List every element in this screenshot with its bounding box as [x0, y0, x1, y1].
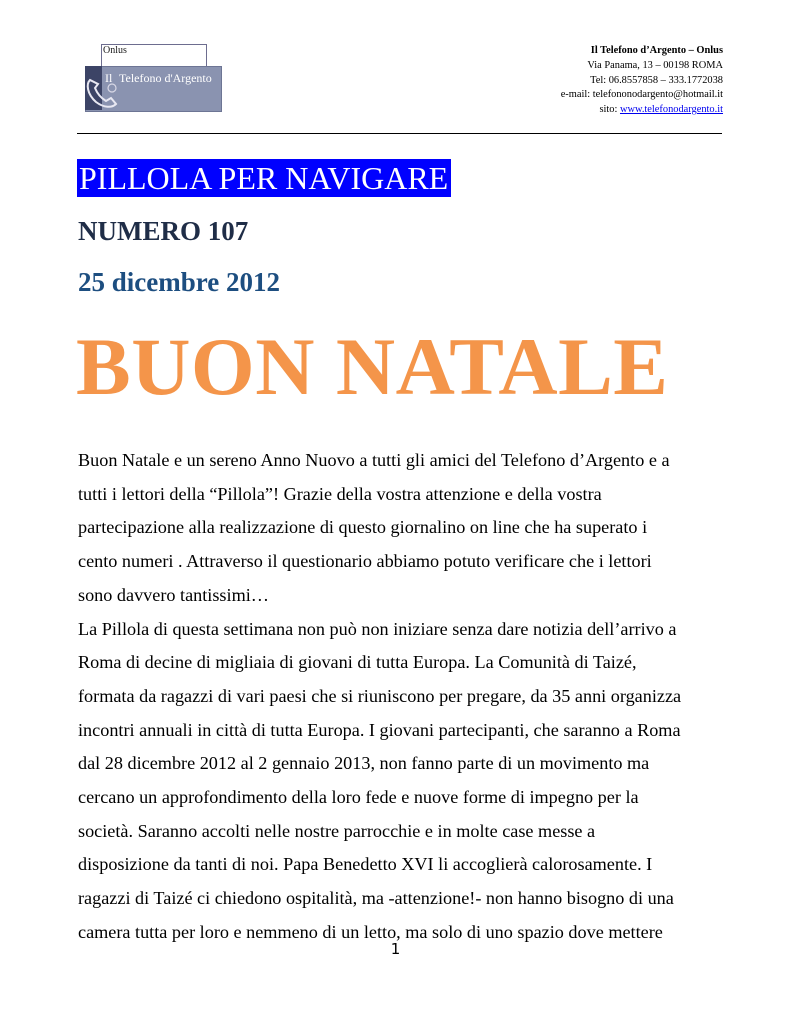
organization-logo — [82, 42, 227, 114]
contact-email: e-mail: telefononodargento@hotmail.it — [560, 89, 723, 101]
header-divider — [77, 133, 722, 134]
article-body — [78, 444, 718, 950]
telephone-icon — [84, 76, 124, 110]
body-line: dal 28 dicembre 2012 al 2 gennaio 2013, non fanno parte di un movimento ma — [78, 753, 650, 774]
body-line: disposizione da tanti di noi. Papa Benedetto XVI li accoglierà calorosamente. I — [78, 854, 653, 875]
body-line: società. Saranno accolti nelle nostre parrocchie e in molte case messe a — [78, 820, 596, 841]
contact-site — [561, 103, 723, 118]
body-line: camera tutta per loro e nemmeno di un letto, ma solo di uno spazio dove mettere — [78, 921, 663, 942]
contact-org: Il Telefono d’Argento – Onlus — [590, 45, 723, 56]
body-line: La Pillola di questa settimana non può non iniziare senza dare notizia dell’arrivo a — [78, 618, 677, 639]
body-line: partecipazione alla realizzazione di questo giornalino on line che ha superato i — [78, 517, 648, 538]
site-link[interactable]: www.telefonodargento.it — [619, 104, 723, 116]
logo-il-text: Il — [105, 71, 113, 85]
body-line: Buon Natale e un sereno Anno Nuovo a tutti gli amici del Telefono d’Argento e a — [78, 450, 670, 470]
body-line: Roma di decine di migliaia di giovani di tutta Europa. La Comunità di Taizé, — [78, 652, 637, 673]
headline: BUON NATALE — [76, 321, 669, 412]
contact-block — [561, 44, 723, 118]
body-line: formata da ragazzi di vari paesi che si riuniscono per pregare, da 35 anni organizza — [78, 685, 682, 706]
issue-number: NUMERO 107 — [78, 216, 249, 246]
logo-name-text: Telefono d'Argento — [119, 71, 212, 85]
contact-address: Via Panama, 13 – 00198 ROMA — [587, 59, 723, 71]
body-line: ragazzi di Taizé ci chiedono ospitalità, ma -attenzione!- non hanno bisogno di una — [78, 888, 674, 909]
body-line: sono davvero tantissimi… — [78, 584, 269, 605]
site-prefix: sito: — [599, 104, 620, 116]
body-line: incontri annuali in città di tutta Europa. I giovani partecipanti, che saranno a Roma — [78, 719, 681, 740]
contact-phone: Tel: 06.8557858 – 333.1772038 — [590, 74, 723, 86]
issue-date: 25 dicembre 2012 — [78, 267, 280, 297]
body-line: tutti i lettori della “Pillola”! Grazie della vostra attenzione e della vostra — [78, 483, 602, 504]
page-number: 1 — [390, 940, 401, 958]
logo-onlus-text: Onlus — [103, 45, 127, 56]
body-line: cercano un approfondimento della loro fede e nuove forme di impegno per la — [78, 787, 639, 808]
newsletter-title: PILLOLA PER NAVIGARE — [77, 159, 451, 197]
body-line: cento numeri . Attraverso il questionario abbiamo potuto verificare che i lettori — [78, 551, 652, 572]
